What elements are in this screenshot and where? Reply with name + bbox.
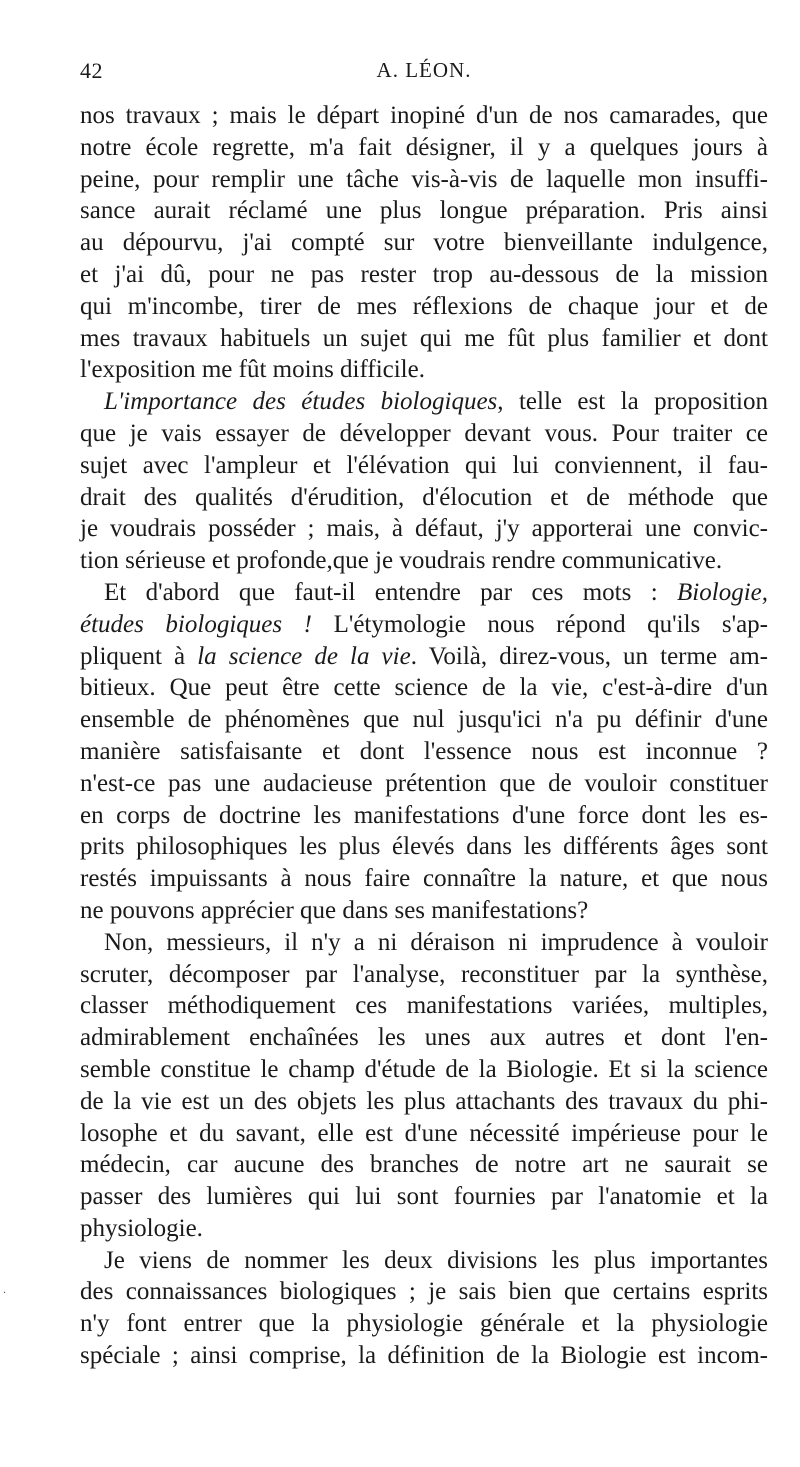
text-line <box>80 577 768 609</box>
text-line: semble constitue le champ d'étude de la Biologie. Et si la science <box>80 1055 768 1083</box>
text-line: de la vie est un des objets les plus attachants des travaux du phi- <box>80 1087 768 1115</box>
text-line: scruter, décomposer par l'analyse, reconstituer par la synthèse, <box>80 960 768 988</box>
text-line: losophe et du savant, elle est d'une nécessité impérieuse pour le <box>80 1119 768 1147</box>
text-line: Non, messieurs, il n'y a ni déraison ni imprudence à vouloir <box>104 928 768 956</box>
text-line: et j'ai dû, pour ne pas rester trop au-dessous de la mission <box>80 260 768 288</box>
text-line: passer des lumières qui lui sont fournies par l'anatomie et la <box>80 1183 768 1211</box>
text-line: sujet avec l'ampleur et l'élévation qui lui conviennent, il fau- <box>80 451 768 479</box>
book-page <box>80 58 768 1372</box>
text-line: médecin, car aucune des branches de notre art ne saurait se <box>80 1151 768 1179</box>
text-line: nos travaux ; mais le départ inopiné d'un de nos camarades, que <box>80 102 768 129</box>
italic-phrase: études biologiques ! <box>80 610 312 638</box>
text-line: physiologie. <box>80 1214 203 1242</box>
text-line: n'y font entrer que la physiologie générale et la physiologie <box>80 1310 768 1338</box>
paragraph-2 <box>80 386 768 577</box>
text-line: qui m'incombe, tirer de mes réflexions de chaque jour et de <box>80 292 768 320</box>
text-fragment: Et d'abord que faut-il entendre par ces mots : <box>104 578 678 606</box>
italic-phrase: L'importance des études biologiques <box>104 388 498 416</box>
text-line: prits philosophiques les plus élevés dans les différents âges sont <box>80 833 768 861</box>
text-line: ensemble de phénomènes que nul jusqu'ici n'a pu définir d'une <box>80 706 768 734</box>
text-line <box>80 609 768 641</box>
text-line: bitieux. Que peut être cette science de la vie, c'est-à-dire d'un <box>80 674 768 702</box>
text-line: l'exposition me fût moins difficile. <box>80 356 425 384</box>
paragraph-4 <box>80 927 768 1245</box>
text-line: n'est-ce pas une audacieuse prétention que de vouloir constituer <box>80 769 768 797</box>
paragraph-5 <box>80 1245 768 1372</box>
paragraph-1 <box>80 100 768 386</box>
text-line: restés impuissants à nous faire connaître la nature, et que nous <box>80 865 768 893</box>
text-line: que je vais essayer de développer devant vous. Pour traiter ce <box>80 419 768 447</box>
text-fragment: pliquent à <box>80 642 198 670</box>
text-line <box>80 386 768 418</box>
text-line: drait des qualités d'érudition, d'élocution et de méthode que <box>80 483 768 511</box>
text-line: notre école regrette, m'a fait désigner, il y a quelques jours à <box>80 133 768 161</box>
text-line: admirablement enchaînées les unes aux autres et dont l'en- <box>80 1024 768 1052</box>
paragraph-3 <box>80 577 768 927</box>
body-text <box>80 100 768 1372</box>
text-line: je voudrais posséder ; mais, à défaut, j'y apporterai une convic- <box>80 515 768 543</box>
text-fragment: . Voilà, direz-vous, un terme am- <box>410 642 768 670</box>
text-line: manière satisfaisante et dont l'essence nous est inconnue ? <box>80 737 768 765</box>
text-line: classer méthodiquement ces manifestations variées, multiples, <box>80 992 768 1020</box>
text-line: au dépourvu, j'ai compté sur votre bienveillante indulgence, <box>80 229 768 257</box>
margin-mark: · <box>3 1288 7 1299</box>
text-line: en corps de doctrine les manifestations d'une force dont les es- <box>80 801 768 829</box>
text-line: tion sérieuse et profonde,que je voudrais rendre communicative. <box>80 547 723 575</box>
text-line: peine, pour remplir une tâche vis-à-vis de laquelle mon insuffi- <box>80 165 768 193</box>
italic-phrase: la science de la vie <box>197 642 411 670</box>
running-title: A. LÉON. <box>376 58 472 82</box>
text-line <box>80 641 768 673</box>
text-line: spéciale ; ainsi comprise, la définition de la Biologie est incom- <box>80 1342 768 1370</box>
text-line: mes travaux habituels un sujet qui me fût plus familier et dont <box>80 324 768 352</box>
text-line: des connaissances biologiques ; je sais bien que certains esprits <box>80 1278 768 1306</box>
text-line: Je viens de nommer les deux divisions les plus importantes <box>104 1246 768 1274</box>
text-line: ne pouvons apprécier que dans ses manifestations? <box>80 896 589 924</box>
text-fragment: L'étymologie nous répond qu'ils s'ap- <box>312 610 769 638</box>
text-line: sance aurait réclamé une plus longue préparation. Pris ainsi <box>80 197 768 225</box>
text-fragment: , telle est la proposition <box>497 388 768 416</box>
page-number: 42 <box>80 58 103 83</box>
italic-phrase: Biologie, <box>677 578 768 606</box>
running-head <box>80 58 768 92</box>
